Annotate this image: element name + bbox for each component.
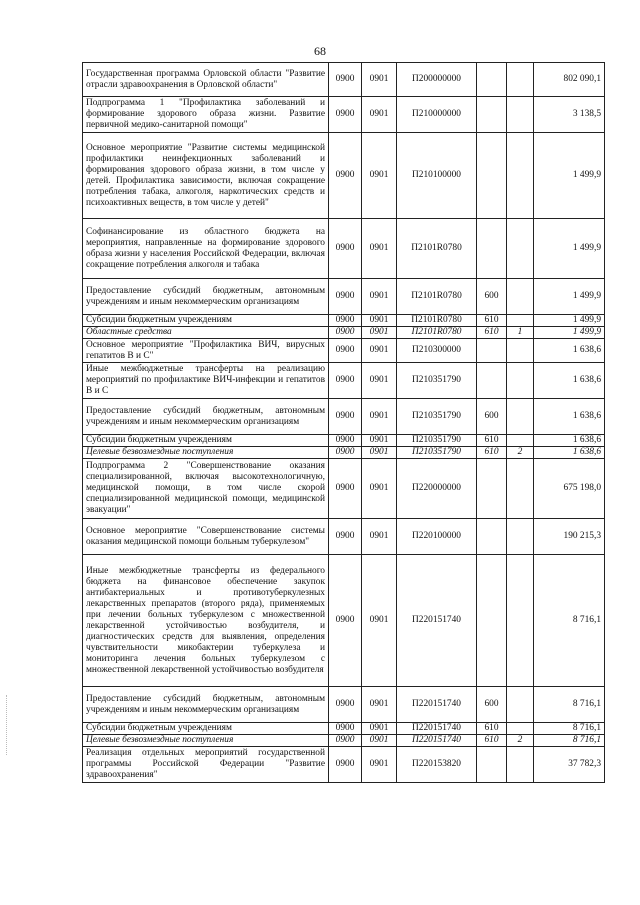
row-csr: П220151740 — [397, 735, 477, 747]
row-pr: 0901 — [362, 735, 397, 747]
row-pr: 0901 — [362, 219, 397, 279]
row-vr — [477, 97, 507, 133]
row-pr: 0901 — [362, 133, 397, 219]
row-vr — [477, 747, 507, 783]
row-src — [507, 687, 534, 723]
row-sum: 1 499,9 — [534, 315, 605, 327]
row-csr: П2101R0780 — [397, 219, 477, 279]
page-number: 68 — [314, 44, 326, 58]
row-src — [507, 133, 534, 219]
table-row — [83, 279, 605, 315]
row-pr: 0901 — [362, 687, 397, 723]
row-vr: 610 — [477, 315, 507, 327]
row-vr — [477, 459, 507, 519]
row-sum: 3 138,5 — [534, 97, 605, 133]
row-csr: П220151740 — [397, 723, 477, 735]
row-pr: 0901 — [362, 363, 397, 399]
row-vr: 610 — [477, 723, 507, 735]
row-vr — [477, 63, 507, 97]
row-pr: 0901 — [362, 723, 397, 735]
row-gr: 0900 — [329, 133, 362, 219]
table-row — [83, 399, 605, 435]
row-name: Субсидии бюджетным учреждениям — [83, 315, 329, 327]
table-row — [83, 339, 605, 363]
row-csr: П220151740 — [397, 555, 477, 687]
row-pr: 0901 — [362, 279, 397, 315]
row-gr: 0900 — [329, 97, 362, 133]
row-vr: 600 — [477, 279, 507, 315]
row-src — [507, 339, 534, 363]
row-gr: 0900 — [329, 219, 362, 279]
row-name: Целевые безвозмездные поступления — [83, 735, 329, 747]
row-src — [507, 555, 534, 687]
row-src — [507, 315, 534, 327]
row-gr: 0900 — [329, 723, 362, 735]
row-pr: 0901 — [362, 339, 397, 363]
row-sum: 1 638,6 — [534, 363, 605, 399]
row-name: Предоставление субсидий бюджетным, автономным учреждениям и иным некоммерческим организациям — [83, 687, 329, 723]
table-row — [83, 133, 605, 219]
row-sum: 8 716,1 — [534, 723, 605, 735]
row-pr: 0901 — [362, 555, 397, 687]
row-csr: П2101R0780 — [397, 327, 477, 339]
row-src — [507, 723, 534, 735]
table-row — [83, 747, 605, 783]
row-vr: 610 — [477, 327, 507, 339]
table-row — [83, 459, 605, 519]
row-pr: 0901 — [362, 97, 397, 133]
row-vr — [477, 363, 507, 399]
row-gr: 0900 — [329, 555, 362, 687]
row-csr: П220151740 — [397, 687, 477, 723]
row-name: Предоставление субсидий бюджетным, автономным учреждениям и иным некоммерческим организациям — [83, 279, 329, 315]
row-gr: 0900 — [329, 363, 362, 399]
row-sum: 1 638,6 — [534, 447, 605, 459]
row-src — [507, 63, 534, 97]
row-src — [507, 435, 534, 447]
row-name: Софинансирование из областного бюджета на мероприятия, направленные на формирование здорового образа жизни у населения Российской Федерации, включая сокращение потребления алкоголя и табака — [83, 219, 329, 279]
row-src: 2 — [507, 447, 534, 459]
row-name: Основное мероприятие "Развитие системы медицинской профилактики неинфекционных заболеваний и формирования здорового образа жизни, в том числе у детей. Профилактика зависимости, включая сокращение потребления табака, алкоголя, наркотических средств и психоактивных веществ, в том числе у детей" — [83, 133, 329, 219]
table-row — [83, 97, 605, 133]
row-sum: 802 090,1 — [534, 63, 605, 97]
row-src — [507, 747, 534, 783]
row-pr: 0901 — [362, 435, 397, 447]
row-csr: П2101R0780 — [397, 279, 477, 315]
row-gr: 0900 — [329, 747, 362, 783]
row-name: Основное мероприятие "Профилактика ВИЧ, вирусных гепатитов В и С" — [83, 339, 329, 363]
row-vr: 600 — [477, 399, 507, 435]
row-vr: 610 — [477, 435, 507, 447]
row-name: Подпрограмма 1 "Профилактика заболеваний и формирование здорового образа жизни. Развитие первичной медико-санитарной помощи" — [83, 97, 329, 133]
row-src — [507, 279, 534, 315]
row-vr — [477, 219, 507, 279]
row-gr: 0900 — [329, 339, 362, 363]
row-sum: 1 499,9 — [534, 279, 605, 315]
row-src — [507, 219, 534, 279]
row-sum: 1 499,9 — [534, 327, 605, 339]
row-gr: 0900 — [329, 399, 362, 435]
row-src — [507, 363, 534, 399]
row-gr: 0900 — [329, 459, 362, 519]
row-sum: 1 638,6 — [534, 339, 605, 363]
row-src — [507, 519, 534, 555]
row-gr: 0900 — [329, 735, 362, 747]
row-gr: 0900 — [329, 327, 362, 339]
table-row — [83, 435, 605, 447]
row-sum: 1 499,9 — [534, 219, 605, 279]
row-sum: 1 638,6 — [534, 399, 605, 435]
row-pr: 0901 — [362, 327, 397, 339]
row-pr: 0901 — [362, 315, 397, 327]
row-name: Предоставление субсидий бюджетным, автономным учреждениям и иным некоммерческим организациям — [83, 399, 329, 435]
row-csr: П210100000 — [397, 133, 477, 219]
row-vr — [477, 133, 507, 219]
row-sum: 37 782,3 — [534, 747, 605, 783]
table-row — [83, 555, 605, 687]
row-name: Областные средства — [83, 327, 329, 339]
row-vr — [477, 555, 507, 687]
row-sum: 190 215,3 — [534, 519, 605, 555]
row-vr — [477, 519, 507, 555]
row-pr: 0901 — [362, 519, 397, 555]
table-row — [83, 735, 605, 747]
row-csr: П200000000 — [397, 63, 477, 97]
row-pr: 0901 — [362, 399, 397, 435]
row-sum: 8 716,1 — [534, 555, 605, 687]
row-gr: 0900 — [329, 279, 362, 315]
row-pr: 0901 — [362, 747, 397, 783]
table-row — [83, 63, 605, 97]
table-row — [83, 519, 605, 555]
row-name: Подпрограмма 2 "Совершенствование оказания специализированной, включая высокотехнологичную, медицинской помощи, в том числе скорой специализированной медицинской помощи, медицинской эвакуации" — [83, 459, 329, 519]
row-vr: 610 — [477, 735, 507, 747]
row-vr: 610 — [477, 447, 507, 459]
row-sum: 1 638,6 — [534, 435, 605, 447]
table-row — [83, 315, 605, 327]
row-name: Целевые безвозмездные поступления — [83, 447, 329, 459]
row-csr: П220100000 — [397, 519, 477, 555]
row-name: Основное мероприятие "Совершенствование системы оказания медицинской помощи больным туберкулезом" — [83, 519, 329, 555]
row-csr: П220000000 — [397, 459, 477, 519]
row-sum: 8 716,1 — [534, 735, 605, 747]
row-csr: П210300000 — [397, 339, 477, 363]
row-sum: 1 499,9 — [534, 133, 605, 219]
row-gr: 0900 — [329, 687, 362, 723]
table-row — [83, 327, 605, 339]
row-csr: П210351790 — [397, 447, 477, 459]
row-csr: П210351790 — [397, 435, 477, 447]
row-sum: 8 716,1 — [534, 687, 605, 723]
row-name: Субсидии бюджетным учреждениям — [83, 435, 329, 447]
row-src: 2 — [507, 735, 534, 747]
row-gr: 0900 — [329, 435, 362, 447]
row-src — [507, 459, 534, 519]
row-csr: П220153820 — [397, 747, 477, 783]
row-gr: 0900 — [329, 519, 362, 555]
table-row — [83, 723, 605, 735]
row-src — [507, 399, 534, 435]
row-name: Иные межбюджетные трансферты из федерального бюджета на финансовое обеспечение закупок антибактериальных и противотуберкулезных лекарственных препаратов (второго ряда), применяемых при лечении больных туберкулезом с множественной лекарственной устойчивостью возбудителя, и диагностических средств для выявления, определения чувствительности микобактерии туберкулеза и мониторинга лечения больных туберкулезом с множественной лекарственной устойчивостью возбудителя — [83, 555, 329, 687]
row-sum: 675 198,0 — [534, 459, 605, 519]
row-name: Государственная программа Орловской области "Развитие отрасли здравоохранения в Орловской области" — [83, 63, 329, 97]
row-name: Иные межбюджетные трансферты на реализацию мероприятий по профилактике ВИЧ-инфекции и гепатитов В и С — [83, 363, 329, 399]
row-pr: 0901 — [362, 447, 397, 459]
row-csr: П210351790 — [397, 399, 477, 435]
row-gr: 0900 — [329, 447, 362, 459]
row-name: Субсидии бюджетным учреждениям — [83, 723, 329, 735]
row-src — [507, 97, 534, 133]
row-gr: 0900 — [329, 315, 362, 327]
row-src: 1 — [507, 327, 534, 339]
row-csr: П2101R0780 — [397, 315, 477, 327]
row-pr: 0901 — [362, 459, 397, 519]
table-row — [83, 219, 605, 279]
row-vr: 600 — [477, 687, 507, 723]
row-pr: 0901 — [362, 63, 397, 97]
budget-table — [82, 62, 605, 783]
row-vr — [477, 339, 507, 363]
row-gr: 0900 — [329, 63, 362, 97]
row-csr: П210351790 — [397, 363, 477, 399]
table-row — [83, 687, 605, 723]
row-csr: П210000000 — [397, 97, 477, 133]
table-row — [83, 447, 605, 459]
row-name: Реализация отдельных мероприятий государственной программы Российской Федерации "Развитие здравоохранения" — [83, 747, 329, 783]
table-row — [83, 363, 605, 399]
margin-mark — [6, 695, 11, 755]
